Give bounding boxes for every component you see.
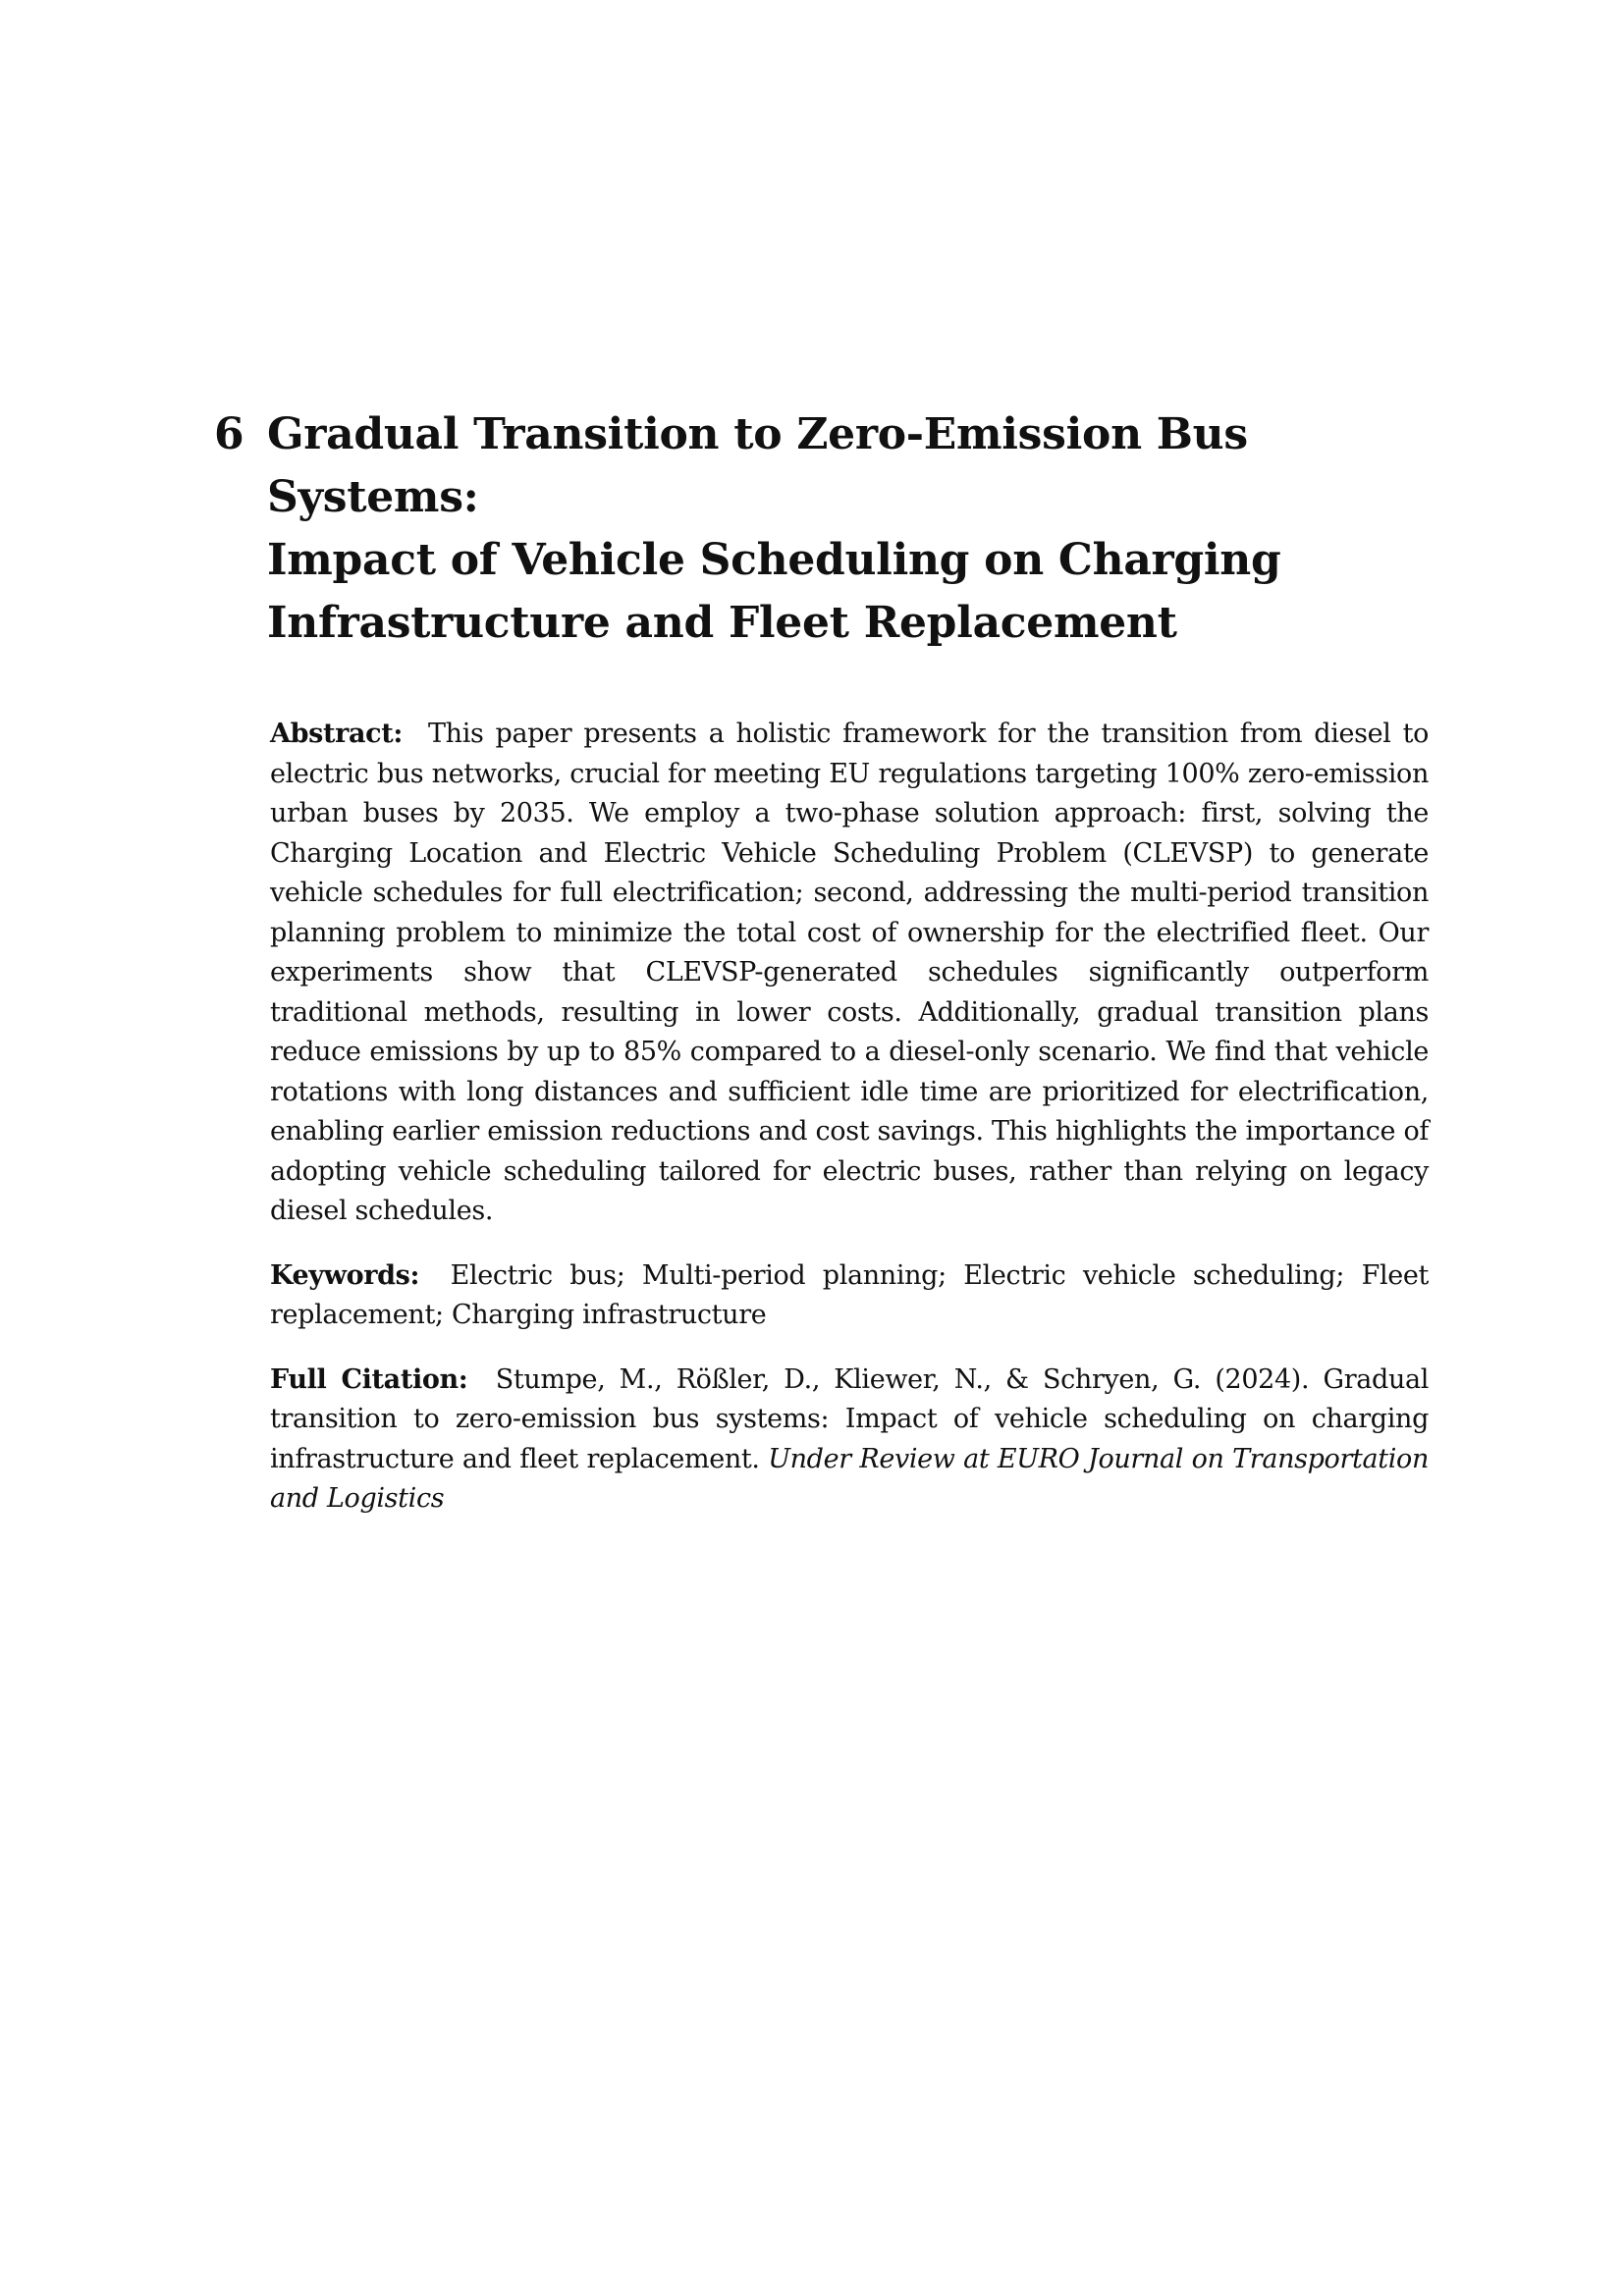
citation-label: Full Citation:	[270, 1363, 468, 1395]
citation-venue: Under Review at EURO Journal on Transportation and Logistics	[270, 1443, 1429, 1514]
front-matter	[270, 715, 1429, 1520]
chapter-heading	[214, 403, 1451, 655]
chapter-number: 6	[214, 409, 244, 460]
abstract-label: Abstract:	[270, 719, 403, 749]
chapter-title: Gradual Transition to Zero-Emission Bus Systems: Impact of Vehicle Scheduling on Charging Infrastructure and Fleet Replacement	[267, 409, 1281, 649]
keywords-text: Electric bus; Multi-period planning; Electric vehicle scheduling; Fleet replacement; Charging infrastructure	[270, 1259, 1429, 1330]
keywords-label: Keywords:	[270, 1259, 420, 1291]
citation-paragraph	[270, 1361, 1429, 1520]
abstract-paragraph	[270, 715, 1429, 1232]
citation-text: Stumpe, M., Rößler, D., Kliewer, N., & Schryen, G. (2024). Gradual transition to zero-emission bus systems: Impact of vehicle scheduling on charging infrastructure and fleet replacement.	[270, 1363, 1430, 1474]
keywords-paragraph	[270, 1256, 1429, 1336]
abstract-text: This paper presents a holistic framework for the transition from diesel to electric bus networks, crucial for meeting EU regulations targeting 100% zero-emission urban buses by 2035. We employ a two-phase solution approach: first, solving the Charging Location and Electric Vehicle Scheduling Problem (CLEVSP) to generate vehicle schedules for full electrification; second, addressing the multi-period transition planning problem to minimize the total cost of ownership for the electrified fleet. Our experiments show that CLEVSP-generated schedules significantly outperform traditional methods, resulting in lower costs. Additionally, gradual transition plans reduce emissions by up to 85% compared to a diesel-only scenario. We find that vehicle rotations with long distances and sufficient idle time are prioritized for electrification, enabling earlier emission reductions and cost savings. This highlights the importance of adopting vehicle scheduling tailored for electric buses, rather than relying on legacy diesel schedules.	[270, 719, 1430, 1226]
